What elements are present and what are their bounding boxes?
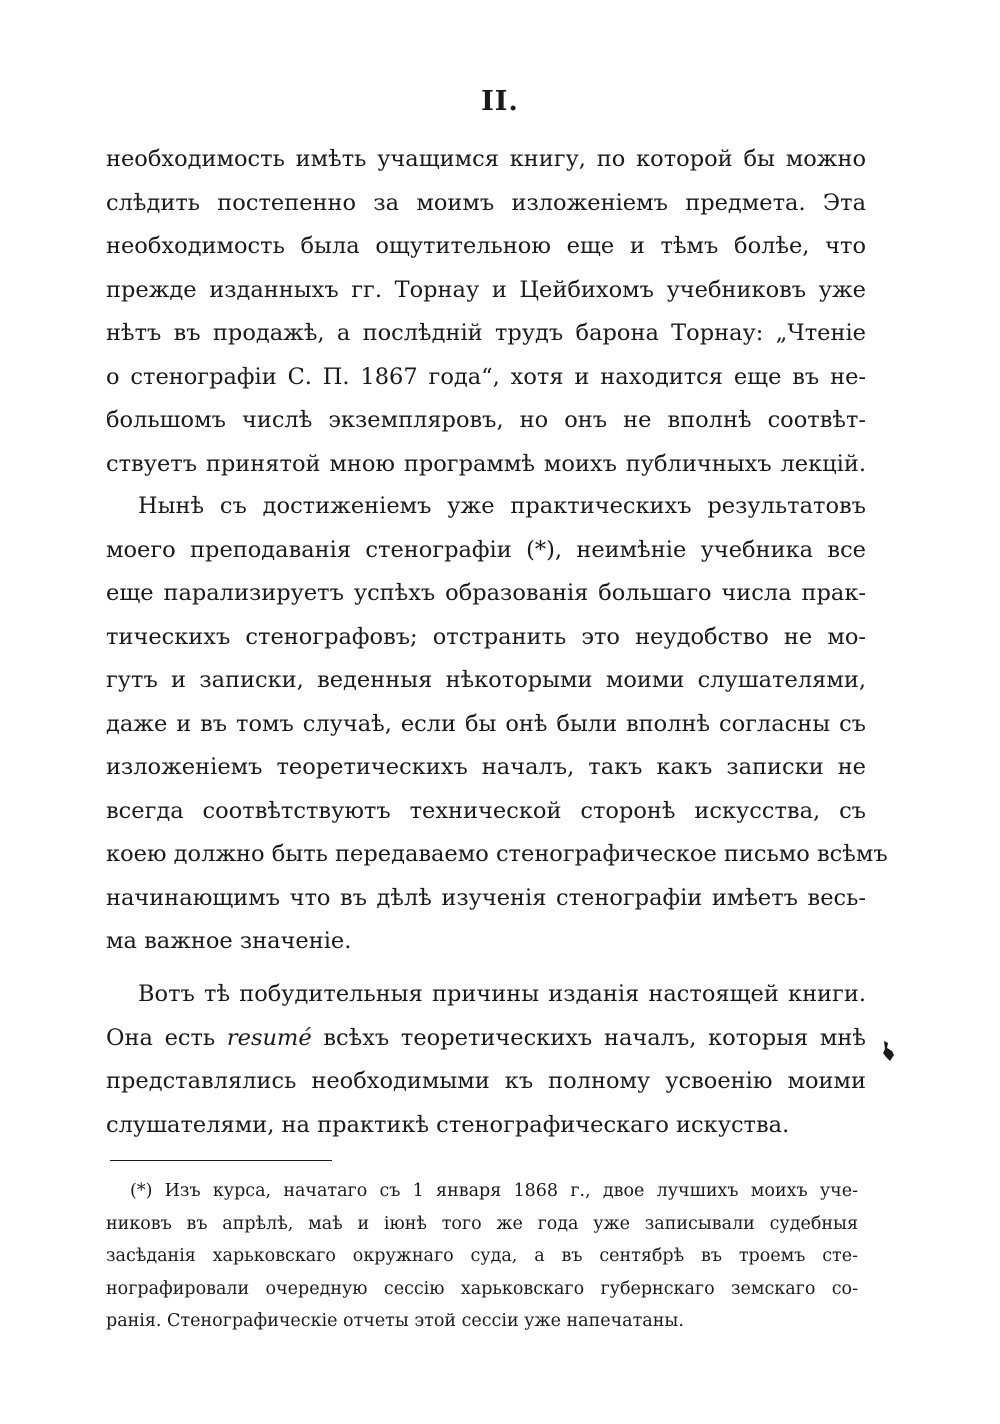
text-line: моего преподаванiя стенографiи (*), неимѣнiе учебника все (106, 536, 866, 563)
text-line: Нынѣ съ достиженiемъ уже практическихъ результатовъ (138, 493, 866, 519)
text-line: нѣтъ въ продажѣ, а послѣднiй трудъ барона Торнау: „Чтенiе (106, 320, 866, 346)
footnote-line: ранiя. Стенографическiе отчеты этой сессiи уже напечатаны. (106, 1311, 684, 1331)
paragraph-2 (106, 485, 888, 964)
text-line: ствуетъ принятой мною программѣ моихъ публичныхъ лекцiй. (106, 450, 866, 477)
text-line: необходимость была ощутительною еще и тѣмъ болѣе, что (106, 233, 866, 259)
paragraph-1 (106, 138, 866, 486)
text-fragment: Она есть (106, 1024, 227, 1051)
text-line: прежде изданныхъ гг. Торнау и Цейбихомъ учебниковъ уже (106, 276, 866, 303)
text-line: большомъ числѣ экземпляровъ, но онъ не вполнѣ соотвѣт- (106, 407, 866, 433)
text-line: слѣдить постепенно за моимъ изложенiемъ предмета. Эта (106, 189, 866, 216)
text-line: даже и въ томъ случаѣ, если бы онѣ были вполнѣ согласны съ (106, 710, 866, 737)
text-line: тическихъ стенографовъ; отстранить это неудобство не мо- (106, 623, 866, 650)
text-line: слушателями, на практикѣ стенографическаго искуства. (106, 1111, 790, 1138)
footnote-line: (*) Изъ курса, начатаго съ 1 января 1868 г., двое лучшихъ моихъ уче- (130, 1181, 858, 1201)
text-line: необходимость имѣть учащимся книгу, по которой бы можно (106, 146, 866, 172)
text-fragment: всѣхъ теоретическихъ началъ, которыя мнѣ (311, 1024, 866, 1051)
text-line: ма важное значенiе. (106, 928, 352, 954)
footnote-divider (110, 1160, 332, 1161)
text-line: еще парализируетъ успѣхъ образованiя большаго числа прак- (106, 580, 866, 606)
text-line: гутъ и записки, веденныя нѣкоторыми моими слушателями, (106, 667, 866, 693)
text-line: представлялись необходимыми къ полному усвоенiю моими (106, 1068, 866, 1094)
text-line: всегда соотвѣтствуютъ технической сторонѣ искусства, съ (106, 797, 866, 824)
ink-blot-mark-icon (881, 1040, 895, 1062)
text-line (106, 1017, 866, 1061)
footnote (106, 1175, 858, 1338)
text-line: Вотъ тѣ побудительныя причины изданiя настоящей книги. (138, 981, 866, 1007)
text-line: начинающимъ что въ дѣлѣ изученiя стенографiи имѣетъ весь- (106, 884, 866, 911)
footnote-line: нографировали очередную сессiю харьковскаго губернскаго земскаго со- (106, 1278, 858, 1299)
text-line: коею должно быть передаваемо стенографическое письмо всѣмъ (106, 841, 888, 867)
italic-term: resumé (226, 1024, 312, 1051)
footnote-line: никовъ въ апрѣлѣ, маѣ и iюнѣ того же года уже записывали судебныя (106, 1213, 858, 1234)
paragraph-3 (106, 973, 866, 1147)
text-line: о стенографiи С. П. 1867 года“, хотя и находится еще въ не- (106, 363, 866, 390)
footnote-line: засѣданiя харьковскаго окружнаго суда, а въ сентябрѣ въ троемъ сте- (106, 1246, 858, 1266)
text-line: изложенiемъ теоретическихъ началъ, такъ какъ записки не (106, 754, 866, 780)
page-number: II. (481, 86, 519, 117)
